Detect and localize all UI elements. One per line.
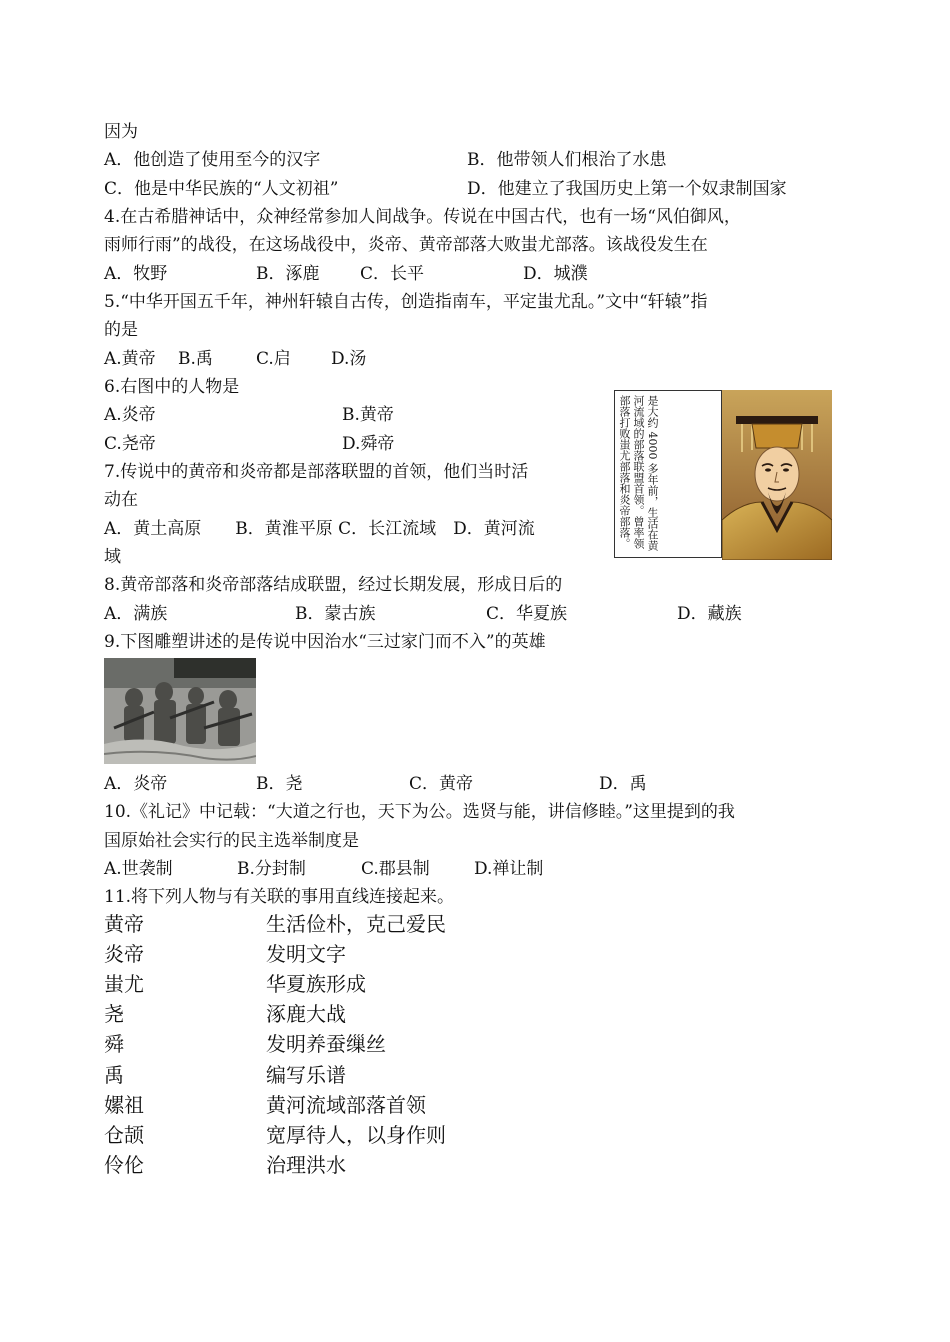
q4-option-c: C．长平 [360, 264, 425, 284]
event-item[interactable]: 涿鹿大战 [266, 1002, 346, 1026]
q7-options-wrap: 域 [104, 547, 121, 567]
q6-option-c: C.尧帝 [104, 434, 156, 454]
q6-option-b: B.黄帝 [342, 405, 394, 425]
figure-caption-box [614, 390, 722, 558]
q7-stem-line2: 动在 [104, 490, 138, 510]
person-name[interactable]: 尧 [104, 1002, 124, 1026]
event-item[interactable]: 治理洪水 [266, 1153, 346, 1177]
q5-stem-line2: 的是 [104, 320, 138, 340]
event-item[interactable]: 发明文字 [266, 942, 346, 966]
person-name[interactable]: 蚩尤 [104, 972, 144, 996]
q5-option-b: B.禹 [178, 349, 213, 369]
q7-stem-line1: 7.传说中的黄帝和炎帝都是部落联盟的首领，他们当时活 [104, 462, 529, 482]
person-name[interactable]: 仓颉 [104, 1123, 144, 1147]
q8-option-d: D．藏族 [677, 604, 742, 624]
person-name[interactable]: 嫘祖 [104, 1093, 144, 1117]
person-name[interactable]: 黄帝 [104, 912, 144, 936]
q8-stem: 8.黄帝部落和炎帝部落结成联盟，经过长期发展，形成日后的 [104, 575, 563, 595]
event-item[interactable]: 华夏族形成 [266, 972, 366, 996]
q6-option-a: A.炎帝 [104, 405, 156, 425]
emperor-portrait-image [722, 390, 832, 560]
q4-option-d: D．城濮 [523, 264, 588, 284]
q10-stem-line1: 10.《礼记》中记载：“大道之行也，天下为公。选贤与能，讲信修睦。”这里提到的我 [104, 802, 735, 822]
person-name[interactable]: 伶伦 [104, 1153, 144, 1177]
yu-sculpture-photo [104, 658, 256, 764]
q4-option-a: A．牧野 [104, 264, 168, 284]
event-item[interactable]: 黄河流域部落首领 [266, 1093, 426, 1117]
q4-option-b: B．涿鹿 [256, 264, 320, 284]
q11-stem: 11.将下列人物与有关联的事用直线连接起来。 [104, 887, 455, 907]
figure-caption-text: 是大约 4000 多年前，生活在黄河流域的部落联盟首领。曾率领部落打败蚩尤部落和炎帝部落。 [618, 395, 659, 551]
person-name[interactable]: 禹 [104, 1063, 124, 1087]
q5-option-d: D.汤 [331, 349, 367, 369]
q6-stem: 6.右图中的人物是 [104, 377, 240, 397]
q4-stem-line2: 雨师行雨”的战役，在这场战役中，炎帝、黄帝部落大败蚩尤部落。该战役发生在 [104, 235, 708, 255]
q7-options-line: A．黄土高原 B．黄淮平原 C．长江流域 D．黄河流 [104, 519, 535, 539]
event-item[interactable]: 生活俭朴，克己爱民 [266, 912, 446, 936]
q10-option-d: D.禅让制 [474, 859, 544, 879]
q6-option-d: D.舜帝 [342, 434, 395, 454]
q5-option-c: C.启 [256, 349, 291, 369]
q4-stem-line1: 4.在古希腊神话中，众神经常参加人间战争。传说在中国古代，也有一场“风伯御风， [104, 207, 741, 227]
q10-option-b: B.分封制 [237, 859, 306, 879]
q5-option-a: A.黄帝 [104, 349, 156, 369]
q10-stem-line2: 国原始社会实行的民主选举制度是 [104, 831, 359, 851]
q8-option-c: C．华夏族 [486, 604, 568, 624]
q3-option-a: A．他创造了使用至今的汉字 [104, 150, 321, 170]
q8-option-b: B．蒙古族 [295, 604, 376, 624]
q3-continuation: 因为 [104, 122, 138, 142]
q3-option-d: D．他建立了我国历史上第一个奴隶制国家 [467, 179, 787, 199]
q3-option-b: B．他带领人们根治了水患 [467, 150, 667, 170]
q9-stem: 9.下图雕塑讲述的是传说中因治水“三过家门而不入”的英雄 [104, 632, 546, 652]
q5-stem-line1: 5.“中华开国五千年，神州轩辕自古传，创造指南车，平定蚩尤乱。”文中“轩辕”指 [104, 292, 708, 312]
event-item[interactable]: 发明养蚕缫丝 [266, 1032, 386, 1056]
person-name[interactable]: 舜 [104, 1032, 124, 1056]
person-name[interactable]: 炎帝 [104, 942, 144, 966]
event-item[interactable]: 宽厚待人，以身作则 [266, 1123, 446, 1147]
q9-option-b: B．尧 [256, 774, 303, 794]
q8-option-a: A．满族 [104, 604, 168, 624]
q10-option-c: C.郡县制 [361, 859, 430, 879]
q9-option-a: A．炎帝 [104, 774, 168, 794]
q9-option-d: D．禹 [599, 774, 647, 794]
huangdi-figure [614, 390, 832, 560]
event-item[interactable]: 编写乐谱 [266, 1063, 346, 1087]
q9-option-c: C．黄帝 [409, 774, 474, 794]
q10-option-a: A.世袭制 [104, 859, 173, 879]
q3-option-c: C．他是中华民族的“人文初祖” [104, 179, 339, 199]
